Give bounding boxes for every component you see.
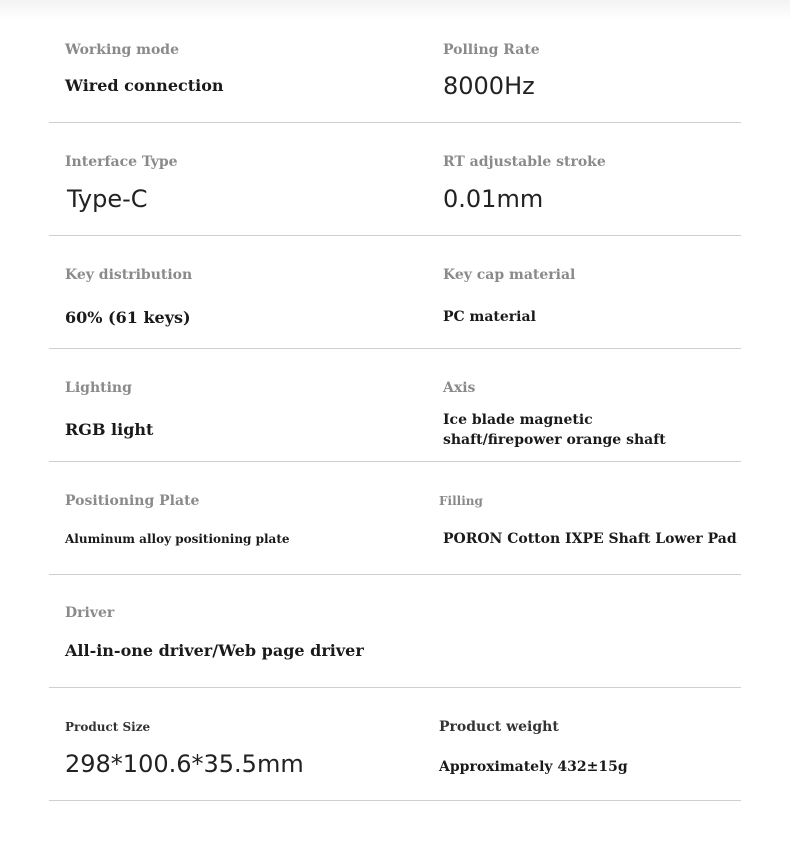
spec-row-positioning-plate — [49, 462, 741, 575]
spec-value-key-distribution: 60% (61 keys) — [65, 308, 191, 327]
spec-value-interface-type: Type-C — [67, 185, 148, 213]
spec-row-lighting — [49, 349, 741, 462]
spec-value-key-cap-material: PC material — [443, 309, 536, 325]
spec-label-polling-rate: Polling Rate — [443, 42, 540, 58]
spec-value-driver: All-in-one driver/Web page driver — [65, 641, 364, 660]
spec-row-interface-type — [49, 123, 741, 236]
spec-label-filling: Filling — [439, 494, 483, 508]
spec-value-polling-rate: 8000Hz — [443, 72, 535, 100]
spec-value-product-size: 298*100.6*35.5mm — [65, 750, 304, 778]
spec-label-positioning-plate: Positioning Plate — [65, 493, 200, 509]
spec-label-driver: Driver — [65, 605, 115, 621]
spec-row-working-mode — [49, 30, 741, 123]
spec-label-product-size: Product Size — [65, 720, 151, 734]
spec-value-lighting: RGB light — [65, 420, 154, 439]
spec-label-rt-stroke: RT adjustable stroke — [443, 154, 606, 170]
spec-value-positioning-plate: Aluminum alloy positioning plate — [65, 532, 290, 546]
spec-label-key-distribution: Key distribution — [65, 267, 193, 283]
spec-value-filling: PORON Cotton IXPE Shaft Lower Pad — [443, 531, 737, 547]
spec-table — [49, 30, 741, 801]
spec-row-key-distribution — [49, 236, 741, 349]
spec-label-axis: Axis — [443, 380, 476, 396]
spec-value-rt-stroke: 0.01mm — [443, 185, 544, 213]
spec-label-product-weight: Product weight — [439, 719, 559, 735]
spec-value-axis: Ice blade magnetic shaft/firepower orange shaft — [443, 412, 666, 448]
spec-row-driver — [49, 575, 741, 688]
spec-value-product-weight: Approximately 432±15g — [439, 759, 628, 775]
spec-label-working-mode: Working mode — [65, 42, 180, 58]
spec-label-key-cap-material: Key cap material — [443, 267, 576, 283]
top-fade-bar — [0, 0, 790, 20]
spec-label-lighting: Lighting — [65, 380, 132, 396]
spec-value-working-mode: Wired connection — [65, 76, 224, 95]
spec-label-interface-type: Interface Type — [65, 154, 178, 170]
spec-row-product-size — [49, 688, 741, 801]
